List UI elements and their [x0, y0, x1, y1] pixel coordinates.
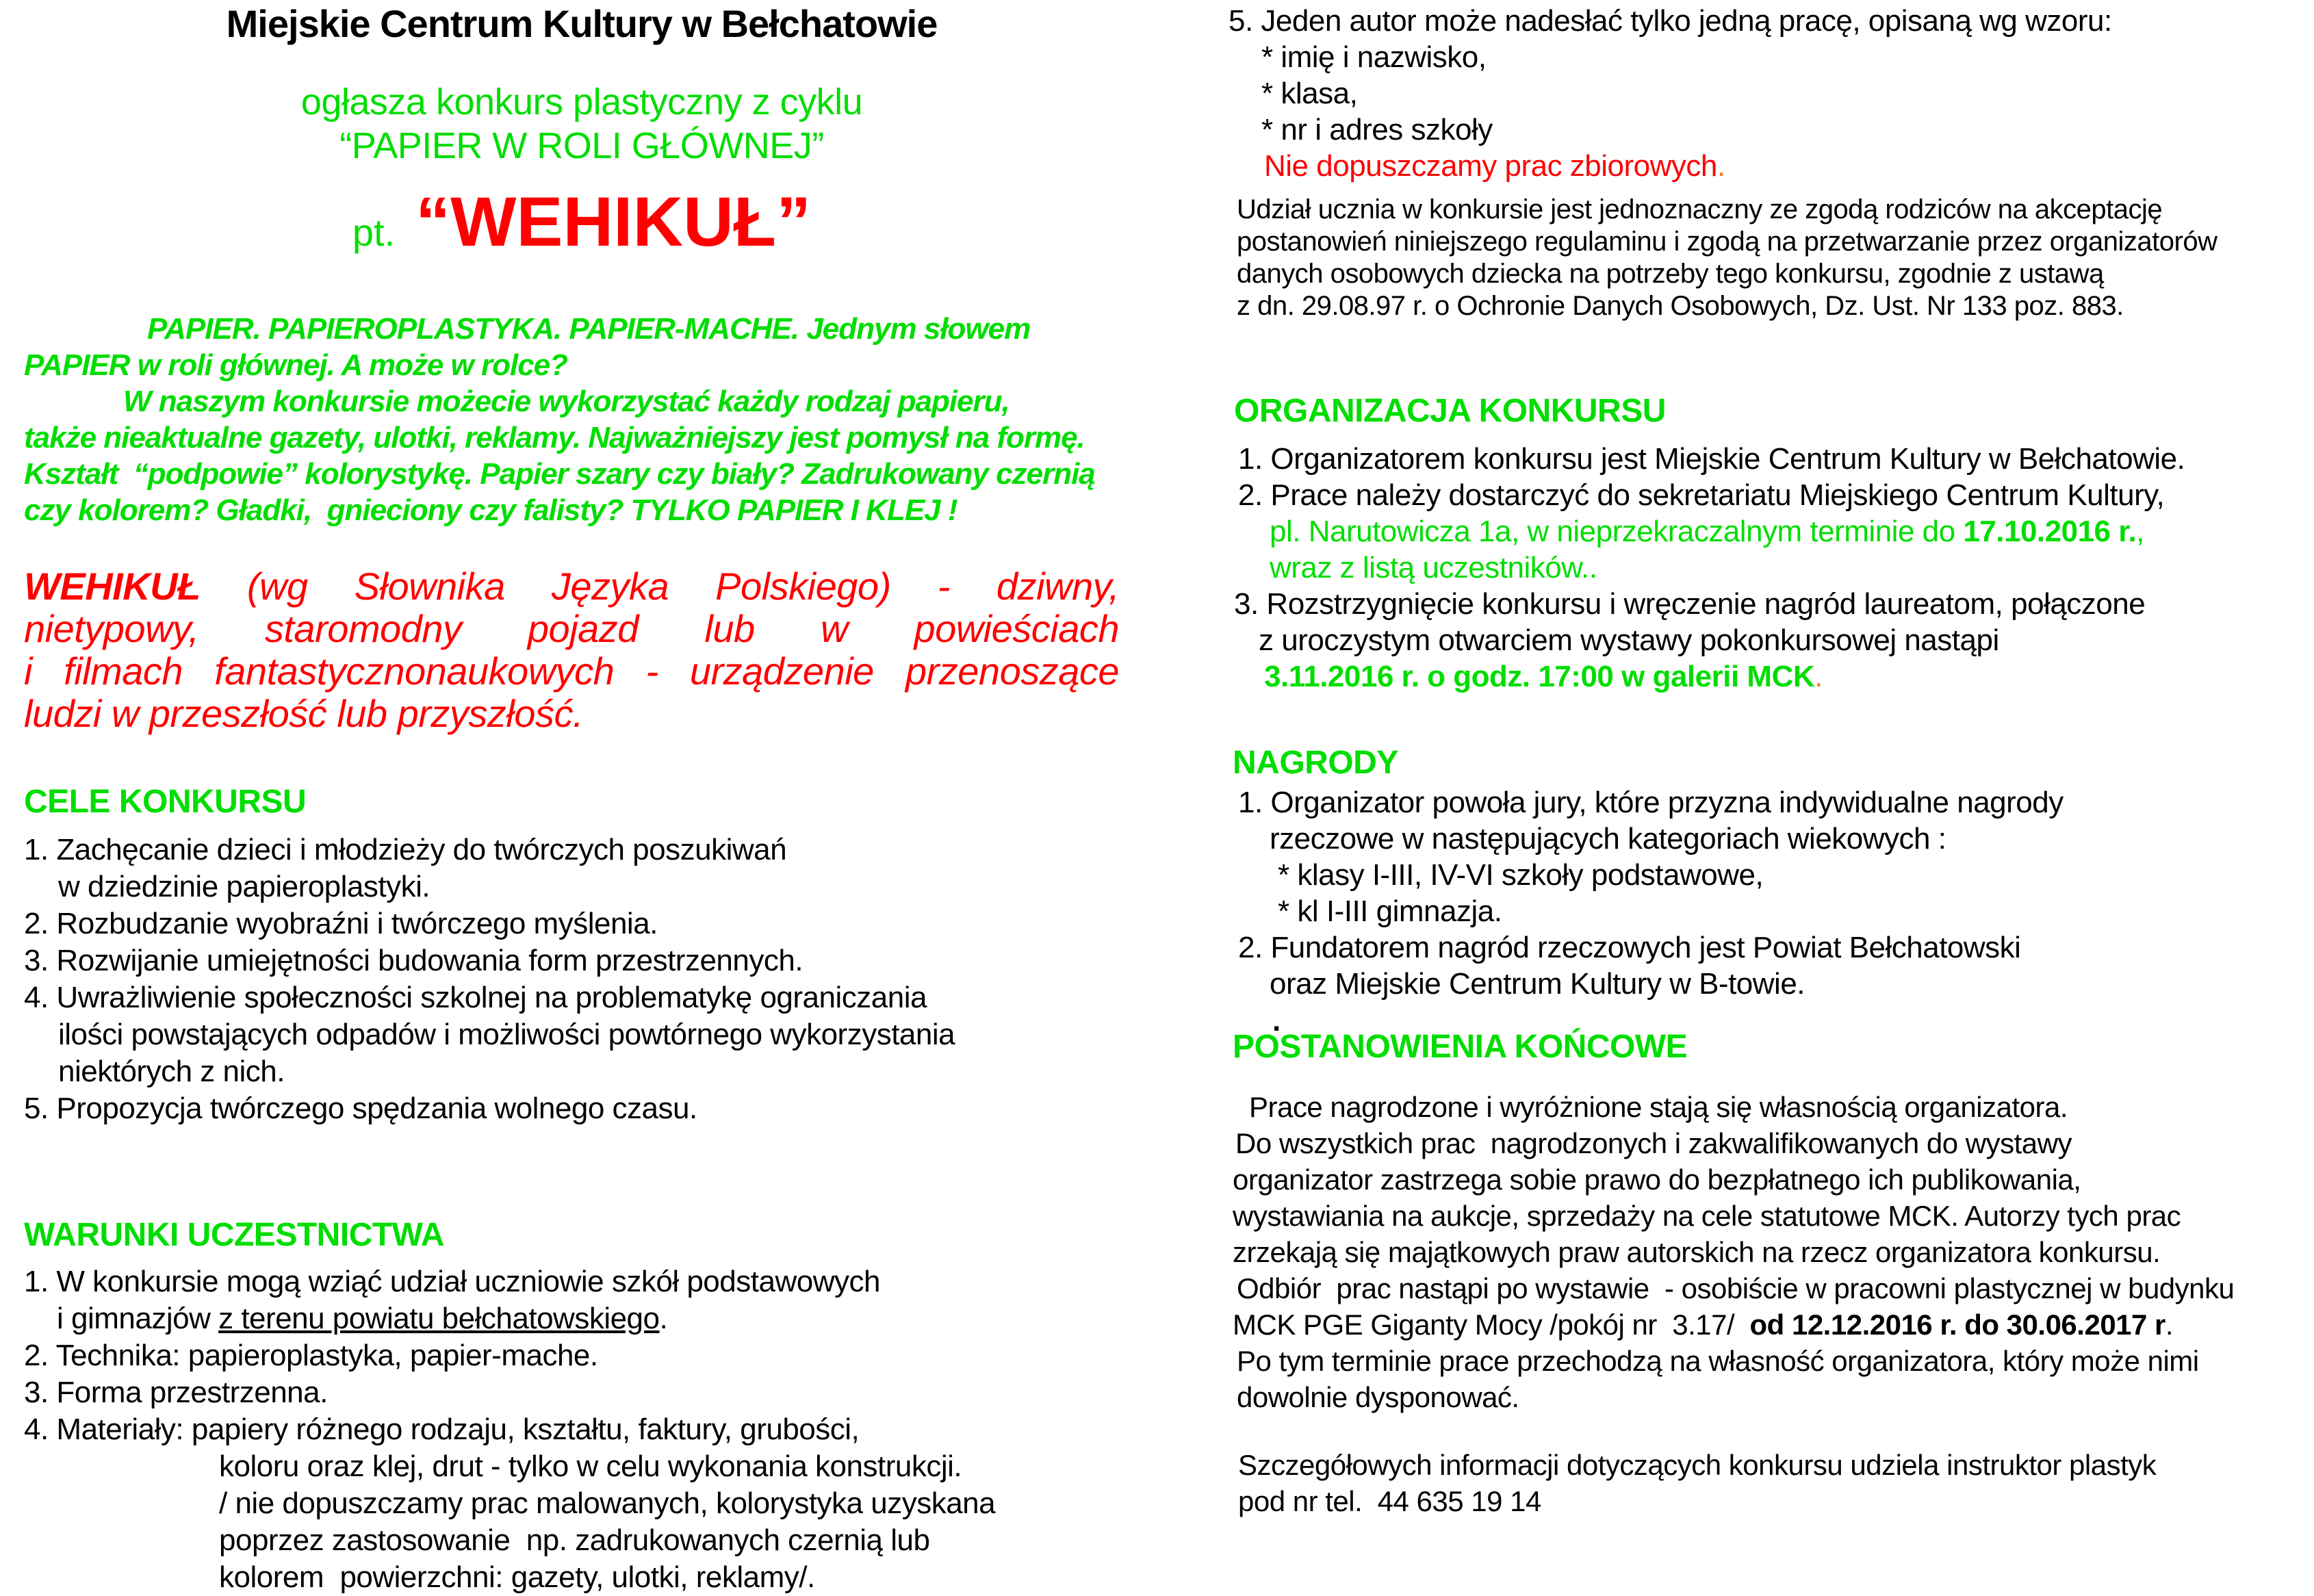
contest-name: “WEHIKUŁ” — [415, 183, 812, 261]
text-line — [24, 1448, 1140, 1485]
text-line — [1237, 290, 2314, 322]
text-line — [1229, 1343, 2314, 1379]
contest-title-line — [24, 184, 1140, 281]
subtitle-line-1: ogłasza konkurs plastyczny z cyklu — [300, 81, 863, 123]
text-run: / nie dopuszczamy prac malowanych, kolorystyka uzyskana — [219, 1486, 996, 1520]
text-run: dowolnie dysponować. — [1237, 1381, 1519, 1413]
text-line — [1229, 784, 2314, 821]
text-run: ludzi w przeszłość lub przyszłość. — [24, 692, 584, 735]
text-line — [24, 1263, 1140, 1300]
text-line — [24, 905, 1140, 942]
text-run: i gimnazjów — [57, 1302, 219, 1335]
text-line — [1229, 857, 2314, 893]
text-run: organizator zastrzega sobie prawo do bezpłatnego ich publikowania, — [1233, 1163, 2081, 1196]
text-run: nietypowy, staromodny pojazd lub w powieściach — [24, 607, 1119, 650]
text-run: Odbiór prac nastąpi po wystawie - osobiście w pracowni plastycznej w budynku — [1237, 1272, 2235, 1304]
text-line — [24, 608, 1119, 650]
text-line — [1229, 148, 2314, 184]
text-run: . — [1814, 660, 1823, 693]
text-line — [1229, 929, 2314, 966]
text-run: Po tym terminie prace przechodzą na własność organizatora, który może nimi — [1237, 1345, 2199, 1377]
text-run: , — [2136, 515, 2144, 548]
text-run: oraz Miejskie Centrum Kultury w B-towie. — [1270, 967, 1805, 1001]
text-run: * kl I-III gimnazja. — [1278, 894, 1502, 928]
text-run: Prace nagrodzone i wyróżnione stają się własnością organizatora. — [1249, 1091, 2068, 1123]
text-run: 1. Zachęcanie dzieci i młodzieży do twórczych poszukiwań — [24, 833, 787, 866]
text-run: danych osobowych dziecka na potrzeby tego konkursu, zgodnie z ustawą — [1237, 259, 2104, 289]
right-column — [1229, 0, 2314, 1519]
text-run: wystawiania na aukcje, sprzedaży na cele statutowe MCK. Autorzy tych prac — [1233, 1200, 2181, 1232]
text-line — [1229, 821, 2314, 857]
text-run: postanowień niniejszego regulaminu i zgodą na przetwarzanie przez organizatorów — [1237, 227, 2217, 257]
text-run: czy kolorem? Gładki, gnieciony czy falisty? TYLKO PAPIER I KLEJ ! — [24, 493, 957, 527]
section-heading-cele-konkursu: CELE KONKURSU — [24, 784, 307, 820]
text-run: . — [659, 1302, 668, 1335]
section-heading-organizacja-konkursu: ORGANIZACJA KONKURSU — [1234, 393, 1666, 429]
text-line — [24, 565, 1119, 608]
consent-paragraph — [1229, 194, 2314, 322]
text-run: od 12.12.2016 r. do 30.06.2017 r — [1749, 1309, 2165, 1341]
text-run: zrzekają się majątkowych praw autorskich na rzecz organizatora konkursu. — [1233, 1236, 2161, 1268]
nagrody-list — [1229, 784, 2314, 1002]
intro-paragraph — [24, 311, 1140, 528]
text-run: 3. Rozstrzygnięcie konkursu i wręczenie nagród laureatom, połączone — [1234, 587, 2146, 621]
text-line — [24, 347, 1140, 383]
text-run: Udział ucznia w konkursie jest jednoznaczny ze zgodą rodziców na akceptację — [1237, 194, 2163, 224]
text-line — [24, 832, 1140, 868]
text-line — [1229, 513, 2314, 550]
text-run: * imię i nazwisko, — [1261, 40, 1487, 74]
text-run: 17.10.2016 r. — [1963, 515, 2137, 548]
stray-dot: . — [1272, 1004, 1281, 1038]
text-run: 2. Fundatorem nagród rzeczowych jest Powiat Bełchatowski — [1238, 931, 2021, 964]
text-run: * klasy I-III, IV-VI szkoły podstawowe, — [1278, 858, 1764, 892]
left-column — [24, 0, 1140, 1596]
text-line — [24, 1374, 1140, 1411]
text-run: 3. Forma przestrzenna. — [24, 1376, 328, 1409]
text-line — [24, 1300, 1140, 1337]
text-line — [1229, 1089, 2314, 1125]
text-run: 3. Rozwijanie umiejętności budowania form przestrzennych. — [24, 944, 804, 977]
definition-paragraph — [24, 565, 1119, 735]
text-run: kolorem powierzchni: gazety, ulotki, reklamy/. — [219, 1560, 815, 1594]
text-run: PAPIER w roli głównej. A może w rolce? — [24, 348, 568, 382]
text-run: wraz z listą uczestników.. — [1270, 551, 1597, 584]
text-run: 2. Rozbudzanie wyobraźni i twórczego myślenia. — [24, 907, 658, 940]
text-line — [1229, 1270, 2314, 1307]
text-run: Kształt “podpowie” kolorystykę. Papier szary czy biały? Zadrukowany czernią — [24, 457, 1095, 491]
text-run: z dn. 29.08.97 r. o Ochronie Danych Osobowych, Dz. Ust. Nr 133 poz. 883. — [1237, 291, 2124, 321]
text-line — [24, 1090, 1140, 1127]
contact-info — [1229, 1447, 2314, 1519]
text-line — [24, 1522, 1140, 1559]
text-run: PAPIER. PAPIEROPLASTYKA. PAPIER-MACHE. Jednym słowem — [147, 312, 1031, 346]
text-line — [1229, 893, 2314, 929]
text-run: W naszym konkursie możecie wykorzystać każdy rodzaj papieru, — [123, 385, 1010, 418]
text-run: Do wszystkich prac nagrodzonych i zakwalifikowanych do wystawy — [1235, 1127, 2072, 1159]
text-line — [1237, 226, 2314, 258]
section-heading-warunki-uczestnictwa: WARUNKI UCZESTNICTWA — [24, 1217, 444, 1253]
text-line — [1229, 1198, 2314, 1234]
text-line — [1229, 1483, 2314, 1519]
text-run: 5. Propozycja twórczego spędzania wolnego czasu. — [24, 1092, 697, 1125]
text-run: * klasa, — [1261, 77, 1358, 110]
organizacja-konkursu-list — [1229, 441, 2314, 695]
text-line — [24, 979, 1140, 1016]
text-run: Szczegółowych informacji dotyczących konkursu udziela instruktor plastyk — [1238, 1449, 2157, 1481]
text-line — [24, 942, 1140, 979]
text-run: 1. Organizator powoła jury, które przyzna indywidualne nagrody — [1238, 786, 2064, 819]
text-run: poprzez zastosowanie np. zadrukowanych czernią lub — [219, 1523, 930, 1557]
text-run: i filmach fantastycznonaukowych - urządzenie przenoszące — [24, 649, 1119, 693]
text-line — [1229, 1307, 2314, 1343]
text-run: Nie dopuszczamy prac zbiorowych — [1264, 149, 1717, 183]
text-line — [1229, 550, 2314, 586]
subtitle — [24, 80, 1140, 168]
text-run: . — [2165, 1309, 2174, 1341]
cele-konkursu-list — [24, 832, 1140, 1127]
text-line — [24, 492, 1140, 528]
text-line — [1229, 1234, 2314, 1270]
text-line — [1229, 1447, 2314, 1483]
text-line — [1237, 258, 2314, 290]
text-line — [1229, 3, 2314, 39]
text-line — [24, 1411, 1140, 1448]
text-run: 1. Organizatorem konkursu jest Miejskie Centrum Kultury w Bełchatowie. — [1238, 442, 2185, 476]
text-line — [1229, 1161, 2314, 1198]
text-run: pl. Narutowicza 1a, w nieprzekraczalnym terminie do — [1270, 515, 1964, 548]
text-run: (wg Słownika Języka Polskiego) - dziwny, — [200, 565, 1119, 608]
text-line — [24, 1337, 1140, 1374]
text-line — [24, 1016, 1140, 1053]
text-run: MCK PGE Giganty Mocy /pokój nr 3.17/ — [1233, 1309, 1750, 1341]
text-line — [1229, 966, 2314, 1002]
text-line — [24, 650, 1119, 693]
text-line — [1229, 441, 2314, 477]
text-line — [1229, 1379, 2314, 1415]
text-run: . — [1717, 149, 1725, 183]
text-line — [24, 1053, 1140, 1090]
text-run: rzeczowe w następujących kategoriach wiekowych : — [1270, 822, 1946, 855]
text-line — [24, 420, 1140, 456]
text-run: 4. Uwrażliwienie społeczności szkolnej na problematykę ograniczania — [24, 981, 927, 1014]
title-prefix: pt. — [352, 211, 396, 254]
text-run: ilości powstających odpadów i możliwości powtórnego wykorzystania — [58, 1018, 955, 1051]
text-line — [1229, 477, 2314, 513]
postanowienia-paragraph — [1229, 1089, 2314, 1415]
text-line — [1229, 622, 2314, 658]
text-line — [1229, 658, 2314, 695]
subtitle-line-2: “PAPIER W ROLI GŁÓWNEJ” — [339, 125, 824, 166]
text-run: 4. Materiały: papiery różnego rodzaju, kształtu, faktury, grubości, — [24, 1413, 860, 1446]
text-line — [24, 1559, 1140, 1596]
text-run: 5. Jeden autor może nadesłać tylko jedną pracę, opisaną wg wzoru: — [1229, 4, 2112, 38]
text-line — [1229, 112, 2314, 148]
text-run: w dziedzinie papieroplastyki. — [58, 870, 430, 903]
text-line — [24, 1485, 1140, 1522]
text-run: 2. Technika: papieroplastyka, papier-mache. — [24, 1339, 598, 1372]
text-run: z terenu powiatu bełchatowskiego — [218, 1302, 660, 1335]
warunki-item-5 — [1229, 3, 2314, 184]
text-line — [1229, 1125, 2314, 1161]
text-line — [1229, 75, 2314, 112]
text-line — [24, 693, 1119, 735]
text-run: z uroczystym otwarciem wystawy pokonkursowej nastąpi — [1259, 623, 1999, 657]
text-run: koloru oraz klej, drut - tylko w celu wykonania konstrukcji. — [219, 1450, 962, 1483]
text-run: 3.11.2016 r. o godz. 17:00 w galerii MCK — [1264, 660, 1815, 693]
page-title: Miejskie Centrum Kultury w Bełchatowie — [226, 2, 938, 45]
text-line — [1237, 194, 2314, 226]
text-run: pod nr tel. 44 635 19 14 — [1238, 1485, 1541, 1517]
text-line — [24, 868, 1140, 905]
warunki-uczestnictwa-list — [24, 1263, 1140, 1596]
text-run: także nieaktualne gazety, ulotki, reklamy. Najważniejszy jest pomysł na formę. — [24, 421, 1085, 454]
section-heading-nagrody: NAGRODY — [1233, 745, 1398, 781]
text-line — [24, 311, 1140, 347]
text-line — [24, 456, 1140, 492]
text-run: niektórych z nich. — [58, 1055, 285, 1088]
text-line — [1229, 39, 2314, 75]
text-line — [24, 383, 1140, 420]
section-heading-postanowienia-koncowe: POSTANOWIENIA KOŃCOWE — [1233, 1029, 1688, 1065]
text-run: * nr i adres szkoły — [1261, 113, 1493, 146]
text-run: 1. W konkursie mogą wziąć udział uczniowie szkół podstawowych — [24, 1265, 880, 1298]
text-run: 2. Prace należy dostarczyć do sekretariatu Miejskiego Centrum Kultury, — [1238, 478, 2165, 512]
text-line — [1229, 586, 2314, 622]
text-run: WEHIKUŁ — [24, 565, 201, 608]
